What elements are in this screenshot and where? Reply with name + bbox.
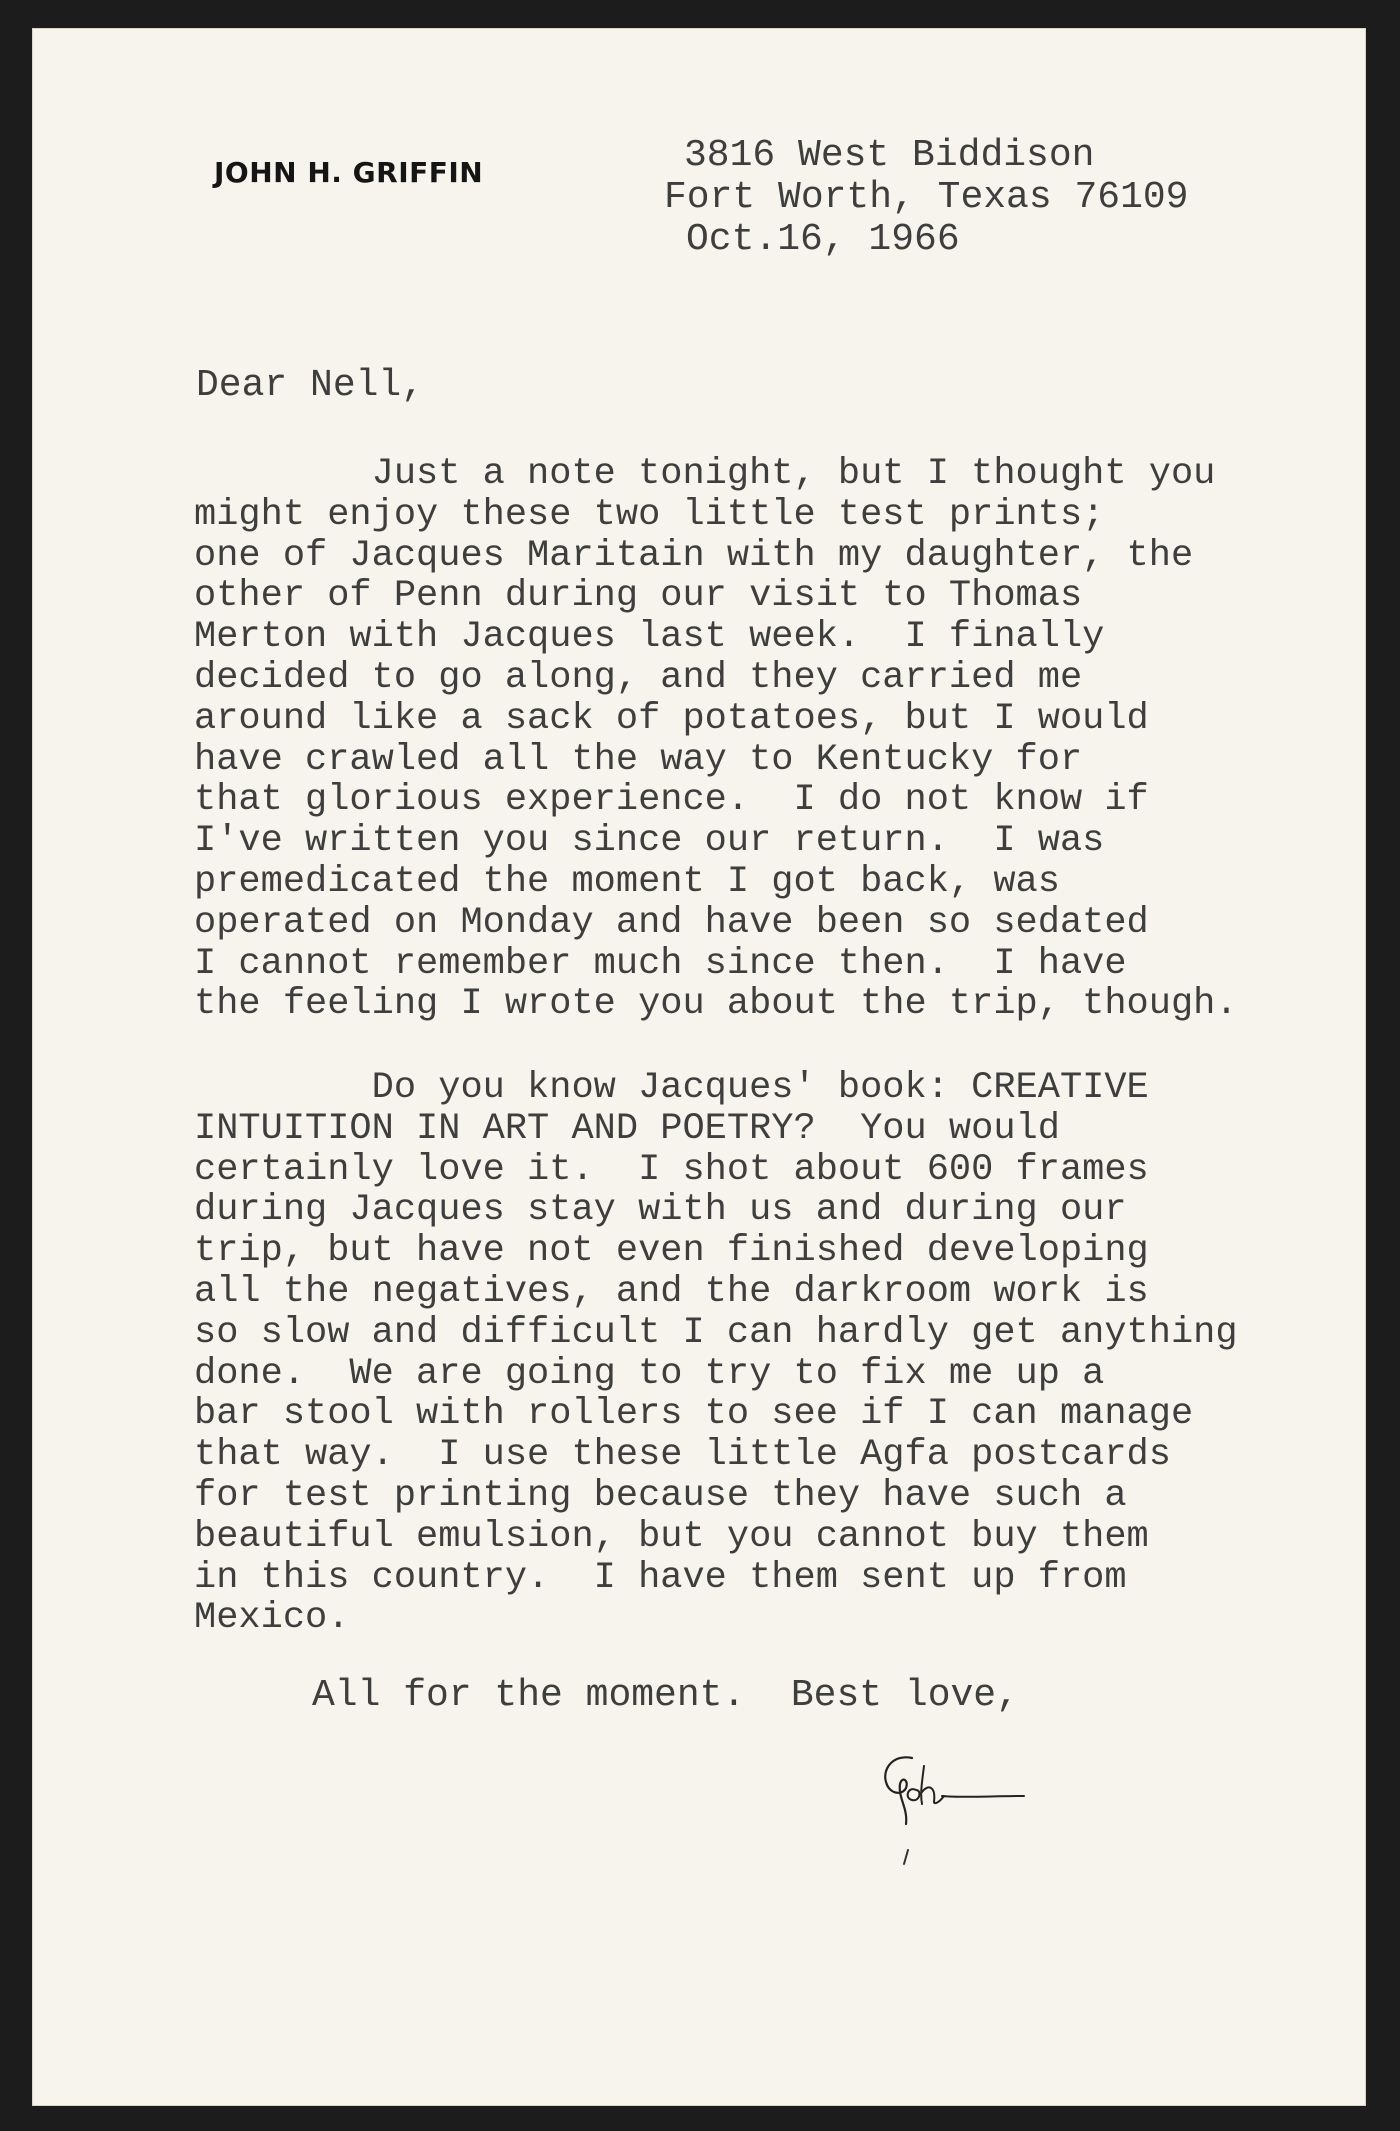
- text-line: in this country. I have them sent up from: [194, 1556, 1127, 1599]
- letter-page: [32, 28, 1366, 2106]
- closing-line: All for the moment. Best love,: [312, 1674, 1019, 1717]
- address-city: Fort Worth, Texas 76109: [664, 176, 1189, 219]
- text-line: have crawled all the way to Kentucky for: [194, 738, 1083, 781]
- text-line: so slow and difficult I can hardly get anything: [194, 1311, 1238, 1354]
- text-line: during Jacques stay with us and during our: [194, 1189, 1127, 1232]
- text-line: I cannot remember much since then. I have: [194, 942, 1127, 985]
- letter-date: Oct.16, 1966: [686, 218, 960, 261]
- paragraph-1: [194, 454, 1238, 1025]
- text-line: might enjoy these two little test prints;: [194, 493, 1105, 536]
- text-line: Mexico.: [194, 1597, 350, 1640]
- text-line: all the negatives, and the darkroom work is: [194, 1270, 1149, 1313]
- text-line: INTUITION IN ART AND POETRY? You would: [194, 1107, 1060, 1150]
- text-line: the feeling I wrote you about the trip, though.: [194, 983, 1238, 1026]
- text-line: Just a note tonight, but I thought you: [194, 453, 1216, 495]
- signature: [872, 1746, 1052, 1886]
- text-line: decided to go along, and they carried me: [194, 656, 1083, 699]
- text-line: done. We are going to try to fix me up a: [194, 1352, 1105, 1395]
- text-line: operated on Monday and have been so sedated: [194, 901, 1149, 944]
- letterhead-name: JOHN H. GRIFFIN: [214, 156, 484, 189]
- text-line: Merton with Jacques last week. I finally: [194, 616, 1105, 659]
- text-line: that glorious experience. I do not know if: [194, 779, 1149, 822]
- text-line: that way. I use these little Agfa postcards: [194, 1434, 1171, 1477]
- text-line: beautiful emulsion, but you cannot buy them: [194, 1515, 1149, 1558]
- text-line: trip, but have not even finished developing: [194, 1230, 1149, 1273]
- text-line: certainly love it. I shot about 600 frames: [194, 1148, 1149, 1191]
- salutation: Dear Nell,: [196, 364, 425, 407]
- text-line: Do you know Jacques' book: CREATIVE: [194, 1067, 1149, 1109]
- text-line: one of Jacques Maritain with my daughter, the: [194, 534, 1194, 577]
- paragraph-2: [194, 1068, 1238, 1639]
- text-line: around like a sack of potatoes, but I would: [194, 697, 1149, 740]
- address-street: 3816 West Biddison: [684, 134, 1095, 177]
- text-line: other of Penn during our visit to Thomas: [194, 575, 1083, 618]
- text-line: I've written you since our return. I was: [194, 820, 1105, 863]
- text-line: premedicated the moment I got back, was: [194, 860, 1060, 903]
- text-line: for test printing because they have such a: [194, 1474, 1127, 1517]
- text-line: bar stool with rollers to see if I can manage: [194, 1393, 1194, 1436]
